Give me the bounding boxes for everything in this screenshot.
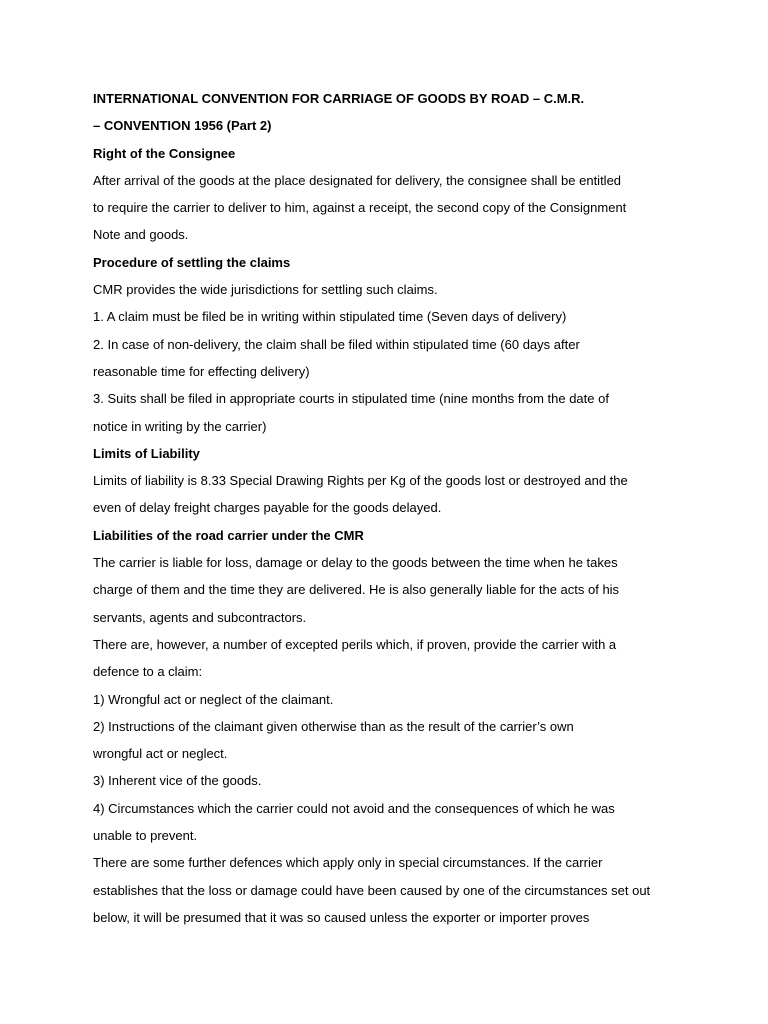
list-item-continued: wrongful act or neglect. bbox=[93, 746, 228, 762]
list-item: 1) Wrongful act or neglect of the claimant. bbox=[93, 691, 334, 707]
heading-procedure-of-settling-claims: Procedure of settling the claims bbox=[93, 254, 291, 270]
paragraph-line: Limits of liability is 8.33 Special Drawing Rights per Kg of the goods lost or destroyed and the bbox=[93, 473, 628, 489]
paragraph-line: below, it will be presumed that it was so caused unless the exporter or importer proves bbox=[93, 909, 590, 925]
paragraph-line: servants, agents and subcontractors. bbox=[93, 609, 307, 625]
paragraph-line: establishes that the loss or damage could have been caused by one of the circumstances set out bbox=[93, 882, 651, 898]
paragraph-line: charge of them and the time they are delivered. He is also generally liable for the acts of his bbox=[93, 582, 620, 598]
list-item: 3) Inherent vice of the goods. bbox=[93, 773, 262, 789]
heading-limits-of-liability: Limits of Liability bbox=[93, 445, 200, 461]
paragraph-line: defence to a claim: bbox=[93, 664, 203, 680]
document-title-continued: – CONVENTION 1956 (Part 2) bbox=[93, 118, 272, 134]
paragraph-line: CMR provides the wide jurisdictions for settling such claims. bbox=[93, 282, 438, 298]
paragraph-line: There are some further defences which apply only in special circumstances. If the carrier bbox=[93, 855, 603, 871]
paragraph-line: After arrival of the goods at the place designated for delivery, the consignee shall be entitled bbox=[93, 172, 622, 188]
document-body bbox=[93, 85, 663, 931]
paragraph-line: There are, however, a number of excepted perils which, if proven, provide the carrier with a bbox=[93, 636, 617, 652]
document-title: INTERNATIONAL CONVENTION FOR CARRIAGE OF GOODS BY ROAD – C.M.R. bbox=[93, 91, 585, 106]
list-item-continued: reasonable time for effecting delivery) bbox=[93, 363, 310, 379]
paragraph-line: The carrier is liable for loss, damage or delay to the goods between the time when he takes bbox=[93, 555, 618, 571]
paragraph-line: even of delay freight charges payable for the goods delayed. bbox=[93, 500, 442, 516]
list-item-continued: notice in writing by the carrier) bbox=[93, 418, 267, 434]
list-item: 4) Circumstances which the carrier could not avoid and the consequences of which he was bbox=[93, 800, 615, 816]
list-item: 3. Suits shall be filed in appropriate courts in stipulated time (nine months from the date of bbox=[93, 391, 609, 407]
list-item: 2) Instructions of the claimant given otherwise than as the result of the carrier’s own bbox=[93, 718, 574, 734]
paragraph-line: to require the carrier to deliver to him, against a receipt, the second copy of the Consignment bbox=[93, 200, 627, 216]
heading-liabilities-of-road-carrier: Liabilities of the road carrier under the CMR bbox=[93, 527, 364, 543]
paragraph-line: Note and goods. bbox=[93, 227, 189, 243]
list-item: 2. In case of non-delivery, the claim shall be filed within stipulated time (60 days after bbox=[93, 336, 580, 352]
heading-right-of-consignee: Right of the Consignee bbox=[93, 145, 236, 161]
list-item: 1. A claim must be filed be in writing within stipulated time (Seven days of delivery) bbox=[93, 309, 567, 325]
list-item-continued: unable to prevent. bbox=[93, 828, 198, 844]
